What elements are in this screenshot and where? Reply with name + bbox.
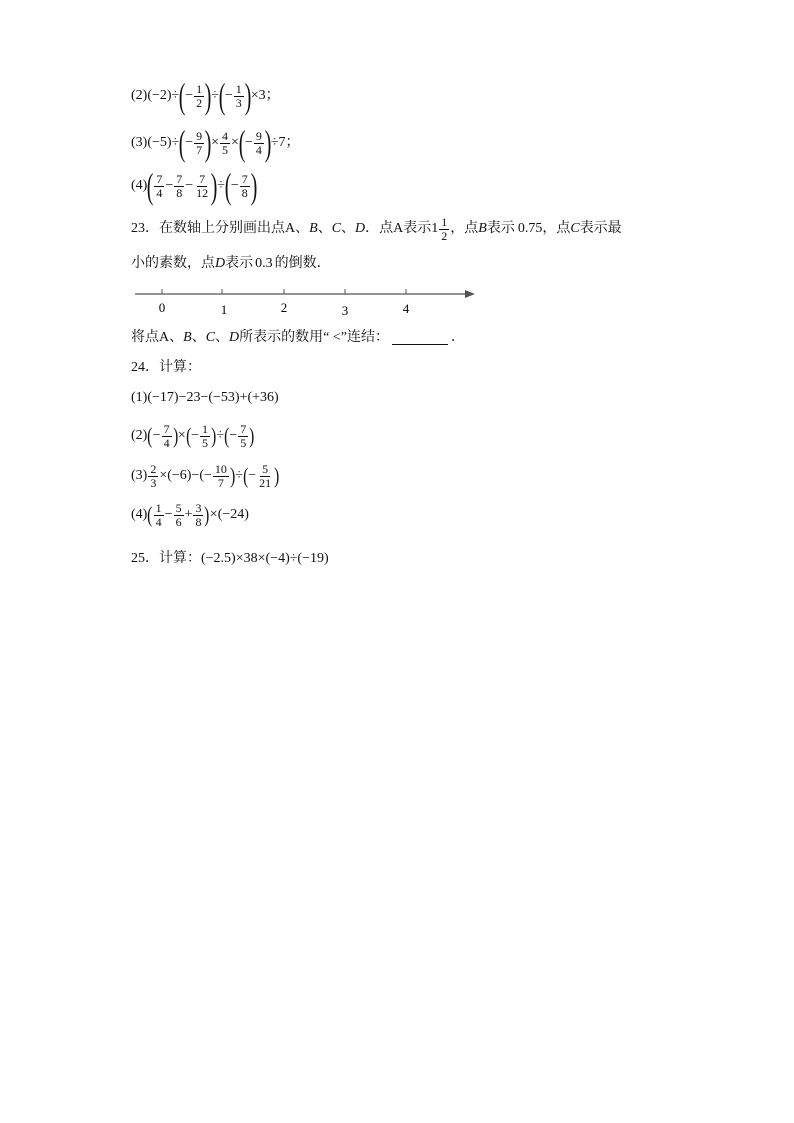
den: 5 <box>202 435 209 450</box>
times-sign: × <box>177 428 186 444</box>
minus: − <box>165 178 174 193</box>
paren: ) <box>264 123 272 163</box>
q22-part2 <box>131 78 280 114</box>
paren: ) <box>204 76 212 116</box>
den: 3 <box>235 95 242 110</box>
fraction <box>254 130 264 156</box>
den: 7 <box>217 475 224 490</box>
paren: ( <box>147 502 153 528</box>
mixed-whole: 1 <box>431 221 439 237</box>
sep: 、 <box>169 330 184 345</box>
point-b: B <box>183 330 192 345</box>
paren: ( <box>224 423 230 449</box>
times-sign: × <box>231 135 239 150</box>
paren: ) <box>244 76 252 116</box>
expr-tail: ÷7； <box>270 135 300 150</box>
minus: − <box>185 135 194 150</box>
fraction <box>174 502 184 528</box>
tick-label-1: 1 <box>220 302 228 317</box>
num: 3 <box>195 501 202 515</box>
minus: − <box>224 88 233 103</box>
fraction <box>194 173 210 199</box>
minus: − <box>152 428 161 444</box>
num: 7 <box>176 171 183 186</box>
den: 5 <box>240 435 247 450</box>
times-sign: × <box>211 135 220 150</box>
q24-part4 <box>131 502 249 528</box>
minus: − <box>230 178 239 193</box>
minus: − <box>229 428 238 444</box>
num: 1 <box>155 501 162 515</box>
den: 2 <box>196 95 203 110</box>
label: (3) <box>131 135 148 150</box>
text: 表示 <box>225 256 254 271</box>
point-d: D <box>229 330 240 345</box>
label: (4) <box>131 178 148 193</box>
fraction <box>213 463 229 489</box>
axis-arrow <box>465 290 475 298</box>
sep: 、 <box>295 221 310 237</box>
text: 的倒数． <box>274 256 331 271</box>
fraction <box>439 216 449 242</box>
fraction <box>200 423 210 449</box>
den: 5 <box>222 142 229 157</box>
num: 5 <box>262 462 269 476</box>
paren: ) <box>211 423 217 449</box>
expr-tail: ×3； <box>250 88 280 103</box>
den: 4 <box>156 185 163 200</box>
fraction <box>257 463 273 489</box>
div-sign: ÷ <box>211 88 219 103</box>
fraction <box>148 463 158 489</box>
den: 4 <box>155 514 162 529</box>
label: (4) <box>131 507 148 523</box>
point-c: C <box>331 221 342 237</box>
value-b: 0.75 <box>517 221 543 237</box>
point-a: A <box>159 330 170 345</box>
answer-blank[interactable] <box>392 332 448 345</box>
minus: − <box>244 135 253 150</box>
fraction <box>174 173 184 199</box>
text: 表示 <box>486 221 515 237</box>
paren: ( <box>147 423 153 449</box>
div-sign: ÷ <box>217 178 225 193</box>
num: 7 <box>240 422 247 436</box>
plus: + <box>184 507 193 523</box>
paren: ( <box>178 123 186 163</box>
tick-label-3: 3 <box>341 303 349 318</box>
paren: ( <box>185 423 192 449</box>
sep: 、 <box>317 221 332 237</box>
point-b: B <box>309 221 318 237</box>
text: 表示 <box>403 221 432 237</box>
fraction <box>238 423 248 449</box>
text: ，点 <box>450 221 479 237</box>
paren: ) <box>172 423 178 449</box>
text: ． <box>450 330 465 345</box>
num: 1 <box>202 422 209 436</box>
den: 8 <box>176 185 183 200</box>
fraction <box>193 502 203 528</box>
text: 24．计算： <box>131 360 201 375</box>
minus: − <box>191 428 200 444</box>
point-a: A <box>285 221 296 237</box>
den: 3 <box>150 475 157 490</box>
den: 8 <box>241 185 248 200</box>
label: (2) <box>131 428 148 444</box>
q25 <box>131 552 329 566</box>
q22-part3 <box>131 125 300 161</box>
paren: ) <box>250 166 258 206</box>
minus: − <box>185 88 194 103</box>
paren: ) <box>210 166 218 206</box>
num: 1 <box>235 81 242 96</box>
fraction <box>194 83 204 109</box>
fraction <box>220 130 230 156</box>
text: 23．在数轴上分别画出点 <box>131 221 285 237</box>
div-sign: ÷ <box>216 428 225 444</box>
sep: 、 <box>191 330 206 345</box>
expr: (1)(−17)−23−(−53)+(+36) <box>131 390 279 405</box>
fraction <box>234 83 244 109</box>
label: (2) <box>131 88 148 103</box>
fraction <box>154 173 164 199</box>
num: 1 <box>441 215 448 229</box>
fraction <box>162 423 172 449</box>
q22-part4 <box>131 168 257 204</box>
q23-line1 <box>131 216 622 242</box>
num: 9 <box>255 128 262 143</box>
num: 5 <box>175 501 182 515</box>
text: ．点 <box>365 221 394 237</box>
q24-part2 <box>131 423 255 449</box>
num: 7 <box>163 422 170 436</box>
den: 6 <box>175 514 182 529</box>
den: 4 <box>255 142 262 157</box>
paren: ( <box>224 166 232 206</box>
num: 9 <box>196 128 203 143</box>
tick-label-0: 0 <box>158 300 166 315</box>
sep: 、 <box>341 221 356 237</box>
paren: ( <box>218 76 226 116</box>
point-c: C <box>205 330 216 345</box>
paren: ) <box>274 463 280 489</box>
den: 12 <box>196 185 209 200</box>
minus: − <box>164 507 173 523</box>
expr: (−2.5)×38×(−4)÷(−19) <box>201 551 329 566</box>
num: 2 <box>150 462 157 476</box>
tick-label-4: 4 <box>402 301 410 316</box>
den: 8 <box>195 514 202 529</box>
paren: ( <box>238 123 246 163</box>
point-a: A <box>393 221 404 237</box>
minus: − <box>185 178 194 193</box>
expr-a: (−5)÷ <box>147 135 180 150</box>
num: 7 <box>199 171 206 186</box>
text: 所表示的数用“ <”连结： <box>239 330 389 345</box>
point-d: D <box>355 221 366 237</box>
number-line[interactable] <box>131 284 481 318</box>
num: 7 <box>241 171 248 186</box>
q24-title <box>131 361 201 375</box>
den: 21 <box>259 475 272 490</box>
paren: ) <box>230 463 236 489</box>
num: 1 <box>196 81 203 96</box>
num: 7 <box>156 171 163 186</box>
point-b: B <box>478 221 487 237</box>
fraction <box>154 502 164 528</box>
paren: ) <box>204 123 212 163</box>
q23-line3 <box>131 331 465 345</box>
q23-line2 <box>131 257 331 271</box>
text: 将点 <box>131 330 159 345</box>
tick-label-2: 2 <box>280 300 288 315</box>
num: 4 <box>222 128 229 143</box>
point-c: C <box>570 221 580 237</box>
point-d: D <box>215 256 226 271</box>
value-d: 0.3 <box>255 256 273 271</box>
q24-part3 <box>131 463 279 489</box>
minus: − <box>248 468 257 484</box>
paren: ( <box>147 166 154 206</box>
fraction <box>194 130 204 156</box>
den: 7 <box>196 142 203 157</box>
den: 2 <box>441 228 448 243</box>
sep: 、 <box>215 330 230 345</box>
paren: ) <box>204 502 210 528</box>
label: (3) <box>131 468 148 484</box>
den: 4 <box>163 435 170 450</box>
text: 25．计算： <box>131 551 201 566</box>
expr-tail: ×(−24) <box>209 507 249 523</box>
q24-part1 <box>131 391 279 405</box>
num: 10 <box>214 462 227 476</box>
expr-a: (−2)÷ <box>147 88 180 103</box>
div-sign: ÷ <box>235 468 243 484</box>
expr-mid: ×(−6)−(− <box>159 468 212 484</box>
text: 表示最 <box>579 221 622 237</box>
paren: ( <box>178 76 186 116</box>
text: ，点 <box>542 221 571 237</box>
paren: ( <box>243 463 249 489</box>
fraction <box>240 173 250 199</box>
paren: ) <box>249 423 255 449</box>
text: 小的素数，点 <box>131 256 215 271</box>
